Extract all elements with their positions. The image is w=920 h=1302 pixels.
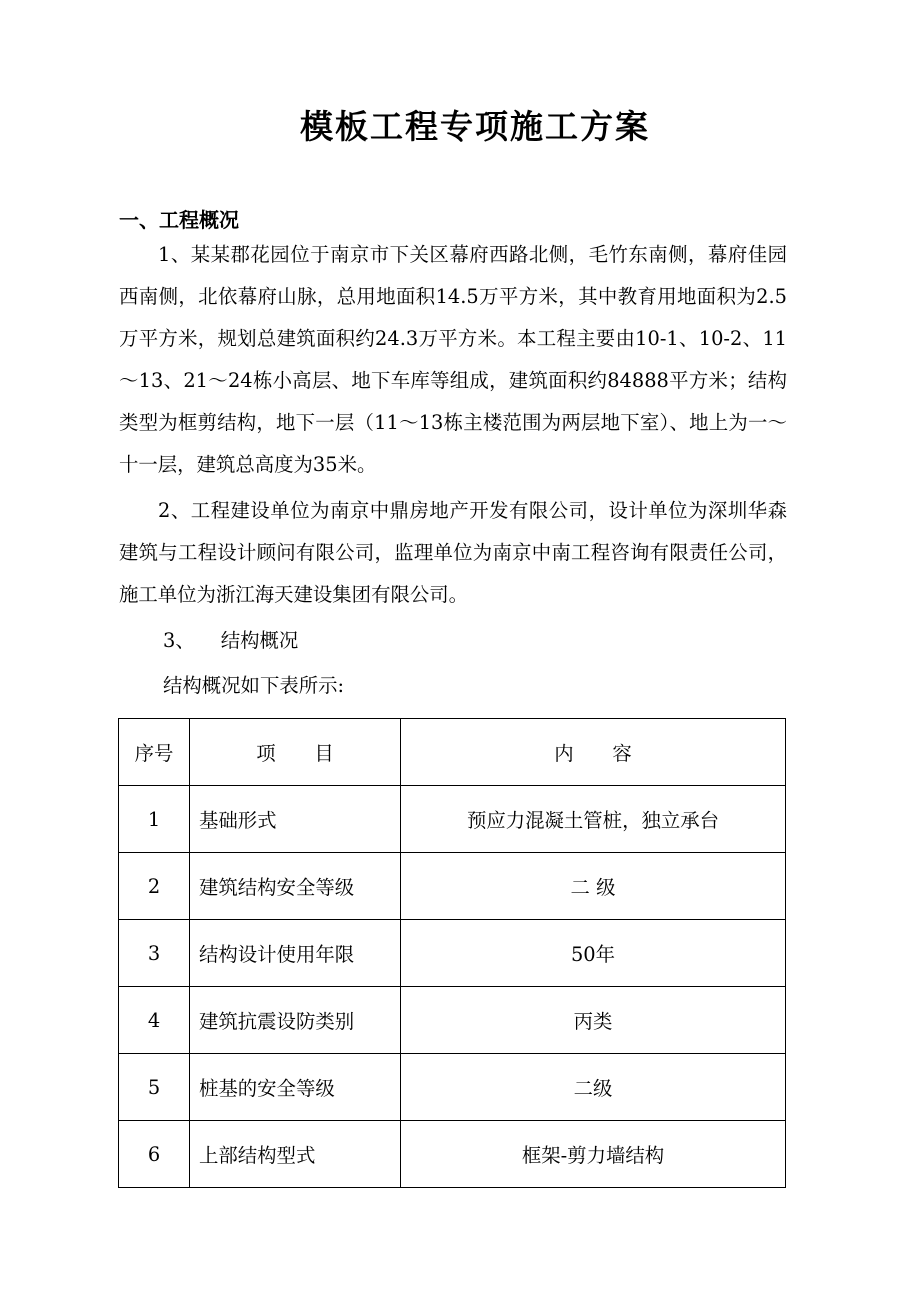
table-row — [119, 786, 786, 853]
paragraph-project-location: 1、某某郡花园位于南京市下关区幕府西路北侧，毛竹东南侧，幕府佳园西南侧，北依幕府山脉，总用地面积14.5万平方米，其中教育用地面积为2.5万平方米，规划总建筑面积约24.3万平方米。本工程主要由10-1、10-2、11～13、21～24栋小高层、地下车库等组成，建筑面积约84888平方米；结构类型为框剪结构，地下一层（11～13栋主楼范围为两层地下室）、地上为一～十一层，建筑总高度为35米。 — [119, 243, 787, 476]
cell-no: 5 — [119, 1054, 190, 1121]
table-header-row — [119, 719, 786, 786]
cell-no: 3 — [119, 920, 190, 987]
structure-overview-table — [118, 718, 786, 1188]
table-intro-text: 结构概况如下表所示: — [163, 674, 345, 697]
subsection-label: 结构概况 — [220, 629, 299, 652]
cell-item: 桩基的安全等级 — [190, 1054, 401, 1121]
table-row — [119, 920, 786, 987]
cell-item: 建筑抗震设防类别 — [190, 987, 401, 1054]
cell-no: 4 — [119, 987, 190, 1054]
cell-item: 结构设计使用年限 — [190, 920, 401, 987]
cell-content: 丙类 — [401, 987, 786, 1054]
document-title: 模板工程专项施工方案 — [300, 107, 650, 146]
cell-content: 二级 — [401, 1054, 786, 1121]
table-row — [119, 1054, 786, 1121]
header-item: 项 目 — [190, 719, 401, 786]
cell-content: 框架-剪力墙结构 — [401, 1121, 786, 1188]
header-content: 内 容 — [401, 719, 786, 786]
table-row — [119, 853, 786, 920]
section-heading-overview: 一、工程概况 — [119, 208, 239, 232]
cell-content: 50年 — [401, 920, 786, 987]
cell-item: 建筑结构安全等级 — [190, 853, 401, 920]
cell-item: 基础形式 — [190, 786, 401, 853]
subsection-number: 3、 — [163, 629, 195, 652]
cell-no: 6 — [119, 1121, 190, 1188]
cell-no: 1 — [119, 786, 190, 853]
cell-no: 2 — [119, 853, 190, 920]
subsection-heading-structure — [163, 620, 298, 662]
paragraph-project-parties: 2、工程建设单位为南京中鼎房地产开发有限公司，设计单位为深圳华森建筑与工程设计顾问有限公司，监理单位为南京中南工程咨询有限责任公司，施工单位为浙江海天建设集团有限公司。 — [119, 499, 787, 606]
cell-content: 预应力混凝土管桩，独立承台 — [401, 786, 786, 853]
cell-item: 上部结构型式 — [190, 1121, 401, 1188]
table-row — [119, 1121, 786, 1188]
cell-content: 二 级 — [401, 853, 786, 920]
table-row — [119, 987, 786, 1054]
header-no: 序号 — [119, 719, 190, 786]
